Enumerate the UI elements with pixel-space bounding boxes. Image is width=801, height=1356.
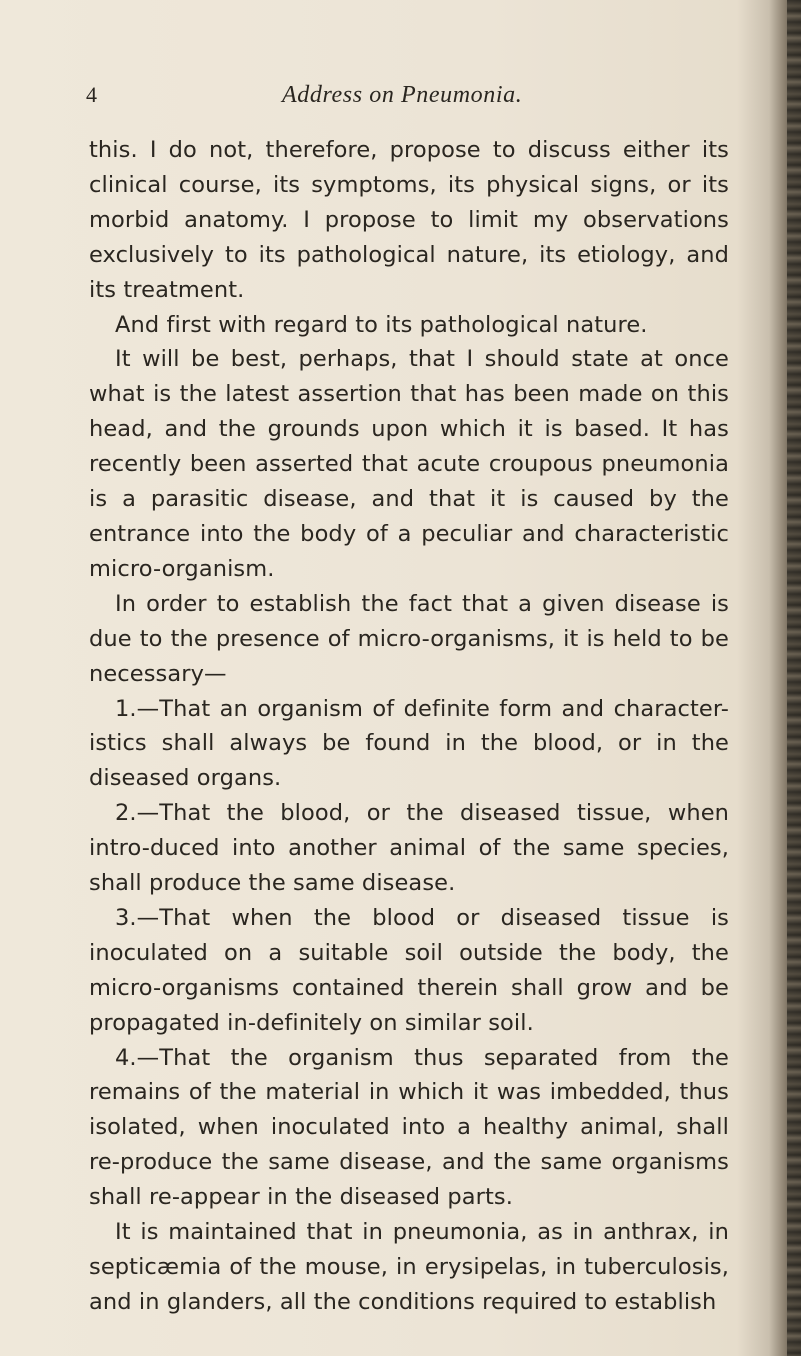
page-header bbox=[86, 80, 726, 110]
list-item: 1.—That an organism of definite form and character-istics shall always be found in the blood, or in the diseased organs. bbox=[89, 695, 729, 792]
paragraph: It will be best, perhaps, that I should state at once what is the latest assertion that has been made on this head, and the grounds upon which it is based. It has recently been asserted that acute croupous pneumonia is a parasitic disease, and that it is caused by the entrance into the body of a peculiar and characteristic micro-organism. bbox=[89, 346, 729, 582]
running-head: Address on Pneumonia. bbox=[282, 82, 523, 108]
paragraph: And first with regard to its pathological nature. bbox=[115, 311, 648, 338]
paragraph: It is maintained that in pneumonia, as in anthrax, in septicæmia of the mouse, in erysipelas, in tuberculosis, and in glanders, all the conditions required to establish bbox=[89, 1219, 729, 1315]
page-number: 4 bbox=[86, 82, 98, 107]
list-item: 3.—That when the blood or diseased tissue is inoculated on a suitable soil outside the body, the micro-organisms contained therein shall grow and be propagated in-definitely on similar soil. bbox=[89, 904, 729, 1036]
page-edge-shadow bbox=[787, 0, 801, 1356]
paragraph: this. I do not, therefore, propose to discuss either its clinical course, its symptoms, its physical signs, or its morbid anatomy. I propose to limit my observations exclusively to its pathological nature, its etiology, and its treatment. bbox=[89, 137, 729, 303]
body-text bbox=[89, 133, 729, 1320]
list-item: 2.—That the blood, or the diseased tissue, when intro-duced into another animal of the same species, shall produce the same disease. bbox=[89, 800, 729, 897]
paragraph: In order to establish the fact that a given disease is due to the presence of micro-organisms, it is held to be necessary— bbox=[89, 590, 729, 687]
list-item: 4.—That the organism thus separated from the remains of the material in which it was imbedded, thus isolated, when inoculated into a healthy animal, shall re-produce the same disease, and the same organisms shall re-appear in the diseased parts. bbox=[89, 1044, 729, 1211]
